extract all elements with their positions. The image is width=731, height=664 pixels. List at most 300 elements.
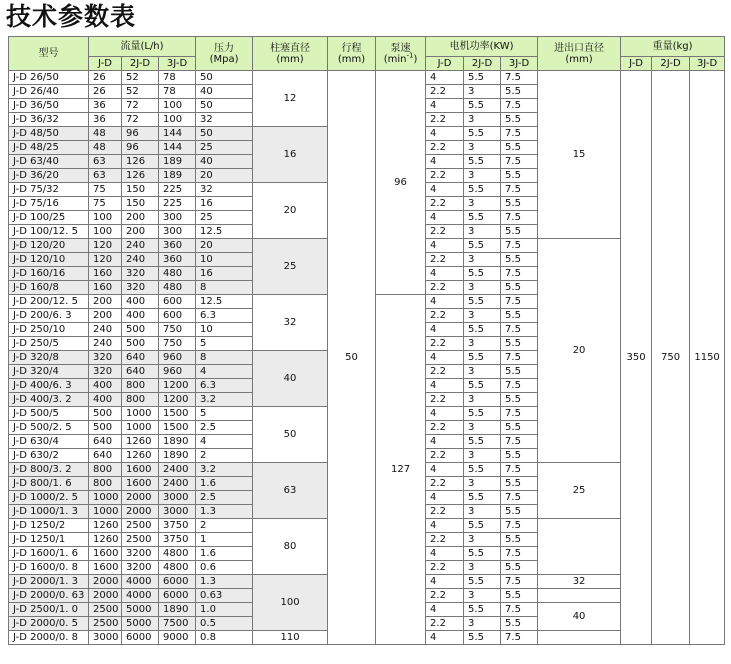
power-3jd-cell: 5.5 (501, 197, 538, 211)
flow-2jd-cell: 150 (122, 183, 159, 197)
flow-jd-cell: 36 (89, 113, 122, 127)
model-cell: J-D 500/5 (9, 407, 89, 421)
power-2jd-cell: 3 (464, 393, 501, 407)
model-cell: J-D 26/40 (9, 85, 89, 99)
power-3jd-cell: 7.5 (501, 183, 538, 197)
flow-jd-cell: 120 (89, 253, 122, 267)
power-3jd-cell: 7.5 (501, 631, 538, 645)
power-2jd-cell: 5.5 (464, 127, 501, 141)
header-port-unit: (mm) (565, 53, 593, 65)
power-3jd-cell: 7.5 (501, 407, 538, 421)
flow-jd-cell: 240 (89, 337, 122, 351)
flow-2jd-cell: 500 (122, 337, 159, 351)
model-cell: J-D 26/50 (9, 71, 89, 85)
power-2jd-cell: 3 (464, 85, 501, 99)
power-2jd-cell: 5.5 (464, 99, 501, 113)
flow-jd-cell: 100 (89, 225, 122, 239)
power-2jd-cell: 3 (464, 477, 501, 491)
power-jd-cell: 2.2 (426, 561, 464, 575)
model-cell: J-D 250/10 (9, 323, 89, 337)
power-3jd-cell: 5.5 (501, 85, 538, 99)
flow-2jd-cell: 800 (122, 393, 159, 407)
pressure-cell: 12.5 (196, 225, 253, 239)
flow-2jd-cell: 6000 (122, 631, 159, 645)
flow-2jd-cell: 4000 (122, 575, 159, 589)
model-cell: J-D 36/32 (9, 113, 89, 127)
flow-2jd-cell: 240 (122, 253, 159, 267)
flow-3jd-cell: 225 (159, 183, 196, 197)
flow-jd-cell: 63 (89, 169, 122, 183)
power-2jd-cell: 3 (464, 225, 501, 239)
flow-2jd-cell: 72 (122, 113, 159, 127)
plunger-cell: 110 (253, 631, 328, 645)
power-2jd-cell: 5.5 (464, 491, 501, 505)
power-2jd-cell: 5.5 (464, 183, 501, 197)
model-cell: J-D 630/2 (9, 449, 89, 463)
power-jd-cell: 4 (426, 491, 464, 505)
flow-2jd-cell: 2500 (122, 533, 159, 547)
model-cell: J-D 800/1. 6 (9, 477, 89, 491)
model-cell: J-D 160/8 (9, 281, 89, 295)
flow-3jd-cell: 600 (159, 309, 196, 323)
flow-3jd-cell: 78 (159, 71, 196, 85)
pressure-cell: 0.63 (196, 589, 253, 603)
header-speed (376, 37, 426, 71)
power-jd-cell: 4 (426, 183, 464, 197)
power-3jd-cell: 7.5 (501, 99, 538, 113)
pressure-cell: 5 (196, 407, 253, 421)
pressure-cell: 25 (196, 141, 253, 155)
flow-jd-cell: 640 (89, 435, 122, 449)
port-cell: 32 (538, 575, 621, 589)
power-3jd-cell: 7.5 (501, 267, 538, 281)
power-jd-cell: 4 (426, 435, 464, 449)
flow-jd-cell: 200 (89, 309, 122, 323)
power-3jd-cell: 5.5 (501, 169, 538, 183)
header-stroke-label: 行程 (341, 42, 362, 54)
model-cell: J-D 400/3. 2 (9, 393, 89, 407)
power-jd-cell: 4 (426, 379, 464, 393)
power-2jd-cell: 5.5 (464, 155, 501, 169)
flow-3jd-cell: 4800 (159, 547, 196, 561)
pressure-cell: 1.3 (196, 505, 253, 519)
flow-2jd-cell: 2000 (122, 491, 159, 505)
flow-2jd-cell: 1000 (122, 407, 159, 421)
pressure-cell: 32 (196, 183, 253, 197)
model-cell: J-D 48/50 (9, 127, 89, 141)
power-2jd-cell: 3 (464, 421, 501, 435)
flow-3jd-cell: 144 (159, 127, 196, 141)
model-cell: J-D 320/8 (9, 351, 89, 365)
flow-jd-cell: 200 (89, 295, 122, 309)
speed-cell: 96 (376, 71, 426, 295)
flow-3jd-cell: 3750 (159, 533, 196, 547)
power-jd-cell: 2.2 (426, 477, 464, 491)
model-cell: J-D 75/32 (9, 183, 89, 197)
power-3jd-cell: 5.5 (501, 365, 538, 379)
port-cell: 15 (538, 71, 621, 239)
power-2jd-cell: 5.5 (464, 351, 501, 365)
pressure-cell: 50 (196, 127, 253, 141)
header-stroke-unit: (mm) (337, 53, 366, 65)
power-3jd-cell: 7.5 (501, 127, 538, 141)
flow-3jd-cell: 360 (159, 253, 196, 267)
power-jd-cell: 4 (426, 127, 464, 141)
flow-3jd-cell: 2400 (159, 477, 196, 491)
flow-2jd-cell: 1000 (122, 421, 159, 435)
flow-2jd-cell: 320 (122, 281, 159, 295)
flow-3jd-cell: 750 (159, 323, 196, 337)
header-flow-2jd: 2J-D (122, 57, 159, 71)
model-cell: J-D 2500/1. 0 (9, 603, 89, 617)
pressure-cell: 5 (196, 337, 253, 351)
flow-jd-cell: 75 (89, 197, 122, 211)
power-2jd-cell: 5.5 (464, 267, 501, 281)
flow-2jd-cell: 640 (122, 365, 159, 379)
plunger-cell: 80 (253, 519, 328, 575)
pressure-cell: 50 (196, 99, 253, 113)
power-2jd-cell: 3 (464, 141, 501, 155)
flow-3jd-cell: 1200 (159, 379, 196, 393)
power-jd-cell: 4 (426, 351, 464, 365)
model-cell: J-D 120/20 (9, 239, 89, 253)
flow-jd-cell: 800 (89, 477, 122, 491)
pressure-cell: 1.6 (196, 547, 253, 561)
pressure-cell: 1 (196, 533, 253, 547)
pressure-cell: 50 (196, 71, 253, 85)
pressure-cell: 6.3 (196, 309, 253, 323)
plunger-cell: 40 (253, 351, 328, 407)
power-2jd-cell: 5.5 (464, 239, 501, 253)
pressure-cell: 25 (196, 211, 253, 225)
model-cell: J-D 100/12. 5 (9, 225, 89, 239)
power-3jd-cell: 5.5 (501, 393, 538, 407)
header-plunger-unit: (mm) (276, 53, 304, 65)
pressure-cell: 0.8 (196, 631, 253, 645)
power-jd-cell: 2.2 (426, 337, 464, 351)
power-jd-cell: 2.2 (426, 253, 464, 267)
pressure-cell: 16 (196, 267, 253, 281)
flow-jd-cell: 160 (89, 281, 122, 295)
flow-3jd-cell: 225 (159, 197, 196, 211)
flow-3jd-cell: 480 (159, 281, 196, 295)
pressure-cell: 2.5 (196, 421, 253, 435)
flow-jd-cell: 2500 (89, 617, 122, 631)
flow-jd-cell: 800 (89, 463, 122, 477)
flow-jd-cell: 1600 (89, 547, 122, 561)
model-cell: J-D 1000/1. 3 (9, 505, 89, 519)
plunger-cell: 50 (253, 407, 328, 463)
flow-3jd-cell: 1500 (159, 407, 196, 421)
flow-3jd-cell: 960 (159, 365, 196, 379)
model-cell: J-D 120/10 (9, 253, 89, 267)
flow-3jd-cell: 100 (159, 113, 196, 127)
power-2jd-cell: 5.5 (464, 295, 501, 309)
power-2jd-cell: 5.5 (464, 603, 501, 617)
flow-2jd-cell: 1260 (122, 449, 159, 463)
power-3jd-cell: 7.5 (501, 519, 538, 533)
power-2jd-cell: 5.5 (464, 211, 501, 225)
pressure-cell: 0.5 (196, 617, 253, 631)
power-3jd-cell: 5.5 (501, 141, 538, 155)
model-cell: J-D 1000/2. 5 (9, 491, 89, 505)
power-3jd-cell: 5.5 (501, 505, 538, 519)
flow-3jd-cell: 3750 (159, 519, 196, 533)
power-3jd-cell: 5.5 (501, 449, 538, 463)
model-cell: J-D 160/16 (9, 267, 89, 281)
pressure-cell: 20 (196, 169, 253, 183)
pressure-cell: 12.5 (196, 295, 253, 309)
model-cell: J-D 2000/0. 63 (9, 589, 89, 603)
power-jd-cell: 4 (426, 407, 464, 421)
header-flow-jd: J-D (89, 57, 122, 71)
flow-jd-cell: 3000 (89, 631, 122, 645)
flow-3jd-cell: 3000 (159, 505, 196, 519)
header-flow: 流量(L/h) (89, 37, 196, 57)
flow-jd-cell: 120 (89, 239, 122, 253)
flow-jd-cell: 1600 (89, 561, 122, 575)
flow-3jd-cell: 189 (159, 169, 196, 183)
header-weight-3jd: 3J-D (690, 57, 725, 71)
header-motor-jd: J-D (426, 57, 464, 71)
flow-2jd-cell: 96 (122, 127, 159, 141)
stroke-cell: 50 (328, 71, 376, 645)
flow-jd-cell: 400 (89, 393, 122, 407)
flow-jd-cell: 160 (89, 267, 122, 281)
flow-2jd-cell: 200 (122, 211, 159, 225)
flow-3jd-cell: 300 (159, 211, 196, 225)
flow-2jd-cell: 150 (122, 197, 159, 211)
power-2jd-cell: 5.5 (464, 547, 501, 561)
pressure-cell: 1.0 (196, 603, 253, 617)
power-3jd-cell: 5.5 (501, 253, 538, 267)
power-2jd-cell: 3 (464, 449, 501, 463)
power-3jd-cell: 7.5 (501, 323, 538, 337)
flow-jd-cell: 500 (89, 421, 122, 435)
power-3jd-cell: 5.5 (501, 337, 538, 351)
header-port (538, 37, 621, 71)
power-jd-cell: 4 (426, 323, 464, 337)
flow-jd-cell: 320 (89, 365, 122, 379)
model-cell: J-D 1250/1 (9, 533, 89, 547)
pressure-cell: 20 (196, 239, 253, 253)
header-weight-jd: J-D (621, 57, 652, 71)
pressure-cell: 2.5 (196, 491, 253, 505)
pressure-cell: 0.6 (196, 561, 253, 575)
power-3jd-cell: 5.5 (501, 309, 538, 323)
power-3jd-cell: 5.5 (501, 589, 538, 603)
model-cell: J-D 500/2. 5 (9, 421, 89, 435)
power-3jd-cell: 5.5 (501, 281, 538, 295)
header-motor-2jd: 2J-D (464, 57, 501, 71)
power-2jd-cell: 3 (464, 169, 501, 183)
flow-2jd-cell: 1600 (122, 477, 159, 491)
power-2jd-cell: 3 (464, 533, 501, 547)
power-jd-cell: 4 (426, 575, 464, 589)
power-2jd-cell: 5.5 (464, 379, 501, 393)
header-plunger-label: 柱塞直径 (270, 42, 311, 54)
power-2jd-cell: 3 (464, 505, 501, 519)
power-jd-cell: 4 (426, 239, 464, 253)
flow-2jd-cell: 5000 (122, 617, 159, 631)
pressure-cell: 4 (196, 435, 253, 449)
flow-3jd-cell: 144 (159, 141, 196, 155)
flow-jd-cell: 75 (89, 183, 122, 197)
power-3jd-cell: 5.5 (501, 617, 538, 631)
model-cell: J-D 75/16 (9, 197, 89, 211)
model-cell: J-D 800/3. 2 (9, 463, 89, 477)
power-jd-cell: 2.2 (426, 365, 464, 379)
flow-2jd-cell: 3200 (122, 561, 159, 575)
flow-2jd-cell: 320 (122, 267, 159, 281)
flow-jd-cell: 400 (89, 379, 122, 393)
model-cell: J-D 36/50 (9, 99, 89, 113)
flow-2jd-cell: 1260 (122, 435, 159, 449)
flow-2jd-cell: 200 (122, 225, 159, 239)
spec-body (9, 71, 725, 645)
flow-3jd-cell: 78 (159, 85, 196, 99)
power-jd-cell: 4 (426, 267, 464, 281)
flow-3jd-cell: 1500 (159, 421, 196, 435)
power-jd-cell: 4 (426, 155, 464, 169)
power-2jd-cell: 5.5 (464, 463, 501, 477)
model-cell: J-D 2000/0. 8 (9, 631, 89, 645)
flow-3jd-cell: 4800 (159, 561, 196, 575)
flow-2jd-cell: 500 (122, 323, 159, 337)
header-port-label: 进出口直径 (554, 42, 605, 54)
pressure-cell: 6.3 (196, 379, 253, 393)
flow-2jd-cell: 126 (122, 169, 159, 183)
model-cell: J-D 100/25 (9, 211, 89, 225)
flow-3jd-cell: 600 (159, 295, 196, 309)
power-3jd-cell: 7.5 (501, 71, 538, 85)
flow-jd-cell: 240 (89, 323, 122, 337)
power-jd-cell: 4 (426, 547, 464, 561)
power-3jd-cell: 7.5 (501, 211, 538, 225)
flow-3jd-cell: 189 (159, 155, 196, 169)
pressure-cell: 2 (196, 449, 253, 463)
model-cell: J-D 48/25 (9, 141, 89, 155)
power-jd-cell: 4 (426, 631, 464, 645)
power-jd-cell: 4 (426, 603, 464, 617)
power-3jd-cell: 7.5 (501, 491, 538, 505)
power-3jd-cell: 5.5 (501, 113, 538, 127)
power-jd-cell: 2.2 (426, 589, 464, 603)
flow-2jd-cell: 3200 (122, 547, 159, 561)
flow-2jd-cell: 96 (122, 141, 159, 155)
flow-3jd-cell: 1890 (159, 435, 196, 449)
model-cell: J-D 63/40 (9, 155, 89, 169)
plunger-cell: 20 (253, 183, 328, 239)
power-3jd-cell: 5.5 (501, 477, 538, 491)
pressure-cell: 1.6 (196, 477, 253, 491)
flow-3jd-cell: 960 (159, 351, 196, 365)
flow-3jd-cell: 1890 (159, 449, 196, 463)
flow-jd-cell: 1260 (89, 533, 122, 547)
plunger-cell: 32 (253, 295, 328, 351)
power-2jd-cell: 5.5 (464, 435, 501, 449)
power-jd-cell: 2.2 (426, 449, 464, 463)
header-motor: 电机功率(KW) (426, 37, 538, 57)
pressure-cell: 2 (196, 519, 253, 533)
header-weight-2jd: 2J-D (652, 57, 690, 71)
power-jd-cell: 2.2 (426, 85, 464, 99)
flow-3jd-cell: 9000 (159, 631, 196, 645)
flow-jd-cell: 320 (89, 351, 122, 365)
flow-2jd-cell: 4000 (122, 589, 159, 603)
model-cell: J-D 36/20 (9, 169, 89, 183)
header-plunger (253, 37, 328, 71)
power-3jd-cell: 7.5 (501, 547, 538, 561)
power-jd-cell: 2.2 (426, 309, 464, 323)
model-cell: J-D 250/5 (9, 337, 89, 351)
power-3jd-cell: 5.5 (501, 225, 538, 239)
pressure-cell: 10 (196, 323, 253, 337)
power-2jd-cell: 3 (464, 617, 501, 631)
power-3jd-cell: 7.5 (501, 435, 538, 449)
header-motor-3jd: 3J-D (501, 57, 538, 71)
flow-3jd-cell: 6000 (159, 589, 196, 603)
model-cell: J-D 1250/2 (9, 519, 89, 533)
power-3jd-cell: 7.5 (501, 463, 538, 477)
power-jd-cell: 2.2 (426, 169, 464, 183)
flow-3jd-cell: 360 (159, 239, 196, 253)
power-jd-cell: 2.2 (426, 113, 464, 127)
power-2jd-cell: 3 (464, 365, 501, 379)
power-2jd-cell: 3 (464, 561, 501, 575)
model-cell: J-D 2000/1. 3 (9, 575, 89, 589)
pressure-cell: 3.2 (196, 463, 253, 477)
flow-2jd-cell: 400 (122, 309, 159, 323)
flow-3jd-cell: 7500 (159, 617, 196, 631)
pressure-cell: 16 (196, 197, 253, 211)
power-jd-cell: 4 (426, 463, 464, 477)
flow-jd-cell: 2500 (89, 603, 122, 617)
power-jd-cell: 2.2 (426, 617, 464, 631)
flow-jd-cell: 26 (89, 85, 122, 99)
pressure-cell: 8 (196, 281, 253, 295)
power-3jd-cell: 5.5 (501, 421, 538, 435)
power-jd-cell: 2.2 (426, 393, 464, 407)
flow-3jd-cell: 750 (159, 337, 196, 351)
power-2jd-cell: 3 (464, 197, 501, 211)
pressure-cell: 4 (196, 365, 253, 379)
port-cell (538, 519, 621, 575)
model-cell: J-D 630/4 (9, 435, 89, 449)
power-jd-cell: 4 (426, 519, 464, 533)
power-jd-cell: 2.2 (426, 421, 464, 435)
power-3jd-cell: 7.5 (501, 239, 538, 253)
port-cell (538, 589, 621, 603)
page-title: 技术参数表 (6, 2, 137, 31)
plunger-cell: 12 (253, 71, 328, 127)
flow-3jd-cell: 6000 (159, 575, 196, 589)
flow-2jd-cell: 52 (122, 85, 159, 99)
flow-jd-cell: 1000 (89, 505, 122, 519)
power-jd-cell: 2.2 (426, 533, 464, 547)
flow-2jd-cell: 126 (122, 155, 159, 169)
flow-2jd-cell: 2500 (122, 519, 159, 533)
flow-3jd-cell: 100 (159, 99, 196, 113)
weight-2jd-cell: 750 (652, 71, 690, 645)
pressure-cell: 10 (196, 253, 253, 267)
power-3jd-cell: 7.5 (501, 295, 538, 309)
pressure-cell: 32 (196, 113, 253, 127)
power-3jd-cell: 7.5 (501, 351, 538, 365)
flow-2jd-cell: 640 (122, 351, 159, 365)
flow-3jd-cell: 300 (159, 225, 196, 239)
weight-3jd-cell: 1150 (690, 71, 725, 645)
